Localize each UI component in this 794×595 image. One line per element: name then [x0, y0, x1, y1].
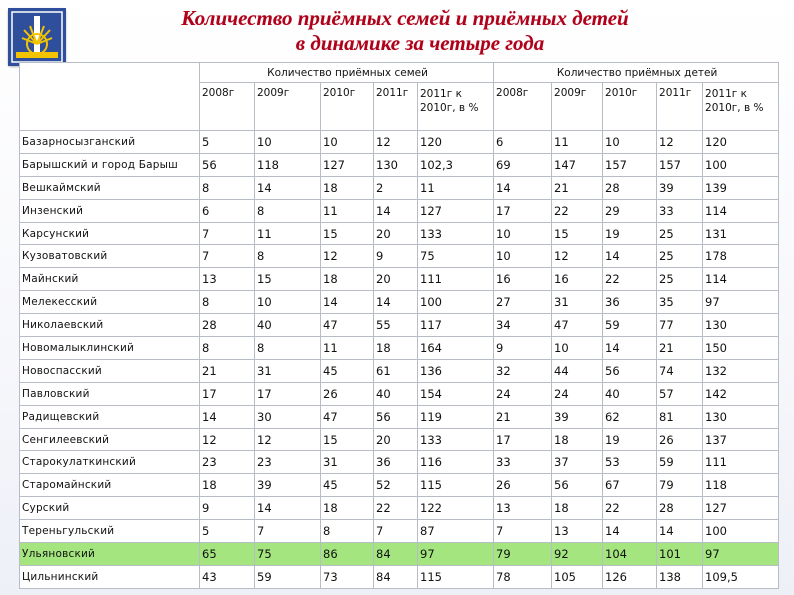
value-cell: 15: [321, 428, 374, 451]
value-cell: 12: [374, 131, 418, 154]
table-row: [20, 314, 779, 337]
value-cell: 114: [703, 268, 779, 291]
value-cell: 32: [494, 359, 552, 382]
table-row: [20, 268, 779, 291]
value-cell: 137: [703, 428, 779, 451]
value-cell: 69: [494, 153, 552, 176]
col-header: 2010г: [603, 83, 657, 131]
value-cell: 11: [418, 176, 494, 199]
value-cell: 78: [494, 565, 552, 588]
value-cell: 77: [657, 314, 703, 337]
col-header: 2009г: [552, 83, 603, 131]
value-cell: 61: [374, 359, 418, 382]
value-cell: 55: [374, 314, 418, 337]
value-cell: 102,3: [418, 153, 494, 176]
group-header-row: [20, 63, 779, 83]
value-cell: 14: [494, 176, 552, 199]
value-cell: 23: [200, 451, 255, 474]
value-cell: 45: [321, 474, 374, 497]
value-cell: 86: [321, 543, 374, 566]
value-cell: 150: [703, 337, 779, 360]
col-header: 2010г: [321, 83, 374, 131]
value-cell: 24: [552, 382, 603, 405]
value-cell: 47: [321, 405, 374, 428]
value-cell: 16: [494, 268, 552, 291]
table-row: [20, 359, 779, 382]
value-cell: 164: [418, 337, 494, 360]
value-cell: 105: [552, 565, 603, 588]
district-name-cell: Новоспасский: [20, 359, 200, 382]
value-cell: 15: [255, 268, 321, 291]
value-cell: 39: [552, 405, 603, 428]
statistics-table-container: [19, 62, 778, 589]
value-cell: 6: [200, 199, 255, 222]
table-row: [20, 222, 779, 245]
value-cell: 87: [418, 520, 494, 543]
district-name-cell: Тереньгульский: [20, 520, 200, 543]
value-cell: 15: [552, 222, 603, 245]
value-cell: 13: [552, 520, 603, 543]
value-cell: 74: [657, 359, 703, 382]
coat-of-arms-emblem: [8, 8, 66, 66]
value-cell: 27: [494, 291, 552, 314]
page-title: [80, 6, 730, 56]
value-cell: 10: [552, 337, 603, 360]
value-cell: 157: [657, 153, 703, 176]
col-header: 2009г: [255, 83, 321, 131]
value-cell: 33: [657, 199, 703, 222]
value-cell: 45: [321, 359, 374, 382]
value-cell: 25: [657, 268, 703, 291]
value-cell: 109,5: [703, 565, 779, 588]
value-cell: 40: [603, 382, 657, 405]
table-row: [20, 245, 779, 268]
value-cell: 22: [603, 268, 657, 291]
value-cell: 8: [255, 245, 321, 268]
value-cell: 14: [374, 199, 418, 222]
value-cell: 14: [657, 520, 703, 543]
value-cell: 39: [657, 176, 703, 199]
value-cell: 81: [657, 405, 703, 428]
value-cell: 44: [552, 359, 603, 382]
value-cell: 10: [321, 131, 374, 154]
district-name-cell: Николаевский: [20, 314, 200, 337]
value-cell: 75: [255, 543, 321, 566]
value-cell: 26: [657, 428, 703, 451]
value-cell: 62: [603, 405, 657, 428]
value-cell: 133: [418, 428, 494, 451]
value-cell: 178: [703, 245, 779, 268]
value-cell: 154: [418, 382, 494, 405]
value-cell: 133: [418, 222, 494, 245]
value-cell: 127: [703, 497, 779, 520]
value-cell: 26: [321, 382, 374, 405]
value-cell: 16: [552, 268, 603, 291]
value-cell: 100: [703, 520, 779, 543]
value-cell: 118: [703, 474, 779, 497]
value-cell: 65: [200, 543, 255, 566]
value-cell: 14: [200, 405, 255, 428]
value-cell: 56: [603, 359, 657, 382]
table-row: [20, 428, 779, 451]
value-cell: 136: [418, 359, 494, 382]
district-name-cell: Карсунский: [20, 222, 200, 245]
value-cell: 17: [255, 382, 321, 405]
table-row: [20, 543, 779, 566]
value-cell: 119: [418, 405, 494, 428]
value-cell: 120: [703, 131, 779, 154]
value-cell: 28: [657, 497, 703, 520]
value-cell: 31: [255, 359, 321, 382]
value-cell: 18: [321, 176, 374, 199]
district-name-cell: Вешкаймский: [20, 176, 200, 199]
value-cell: 22: [374, 497, 418, 520]
value-cell: 56: [200, 153, 255, 176]
district-name-cell: Старокулаткинский: [20, 451, 200, 474]
value-cell: 14: [603, 520, 657, 543]
value-cell: 13: [494, 497, 552, 520]
value-cell: 14: [603, 337, 657, 360]
families-group-header: Количество приёмных семей: [200, 63, 494, 83]
value-cell: 33: [494, 451, 552, 474]
value-cell: 97: [703, 543, 779, 566]
district-name-cell: Базарносызганский: [20, 131, 200, 154]
value-cell: 97: [703, 291, 779, 314]
value-cell: 19: [603, 222, 657, 245]
value-cell: 52: [374, 474, 418, 497]
value-cell: 157: [603, 153, 657, 176]
value-cell: 7: [374, 520, 418, 543]
value-cell: 26: [494, 474, 552, 497]
value-cell: 25: [657, 222, 703, 245]
value-cell: 36: [603, 291, 657, 314]
value-cell: 127: [321, 153, 374, 176]
value-cell: 9: [494, 337, 552, 360]
value-cell: 10: [603, 131, 657, 154]
value-cell: 9: [200, 497, 255, 520]
value-cell: 53: [603, 451, 657, 474]
value-cell: 31: [552, 291, 603, 314]
district-name-cell: Сенгилеевский: [20, 428, 200, 451]
value-cell: 14: [255, 176, 321, 199]
value-cell: 114: [703, 199, 779, 222]
value-cell: 18: [552, 497, 603, 520]
value-cell: 10: [255, 291, 321, 314]
value-cell: 126: [603, 565, 657, 588]
value-cell: 117: [418, 314, 494, 337]
value-cell: 5: [200, 131, 255, 154]
value-cell: 127: [418, 199, 494, 222]
value-cell: 130: [374, 153, 418, 176]
value-cell: 104: [603, 543, 657, 566]
value-cell: 92: [552, 543, 603, 566]
value-cell: 10: [494, 222, 552, 245]
value-cell: 75: [418, 245, 494, 268]
value-cell: 116: [418, 451, 494, 474]
title-line-1: Количество приёмных семей и приёмных детей: [181, 6, 629, 30]
value-cell: 147: [552, 153, 603, 176]
value-cell: 79: [657, 474, 703, 497]
value-cell: 43: [200, 565, 255, 588]
value-cell: 29: [603, 199, 657, 222]
value-cell: 15: [321, 222, 374, 245]
table-row: [20, 176, 779, 199]
col-header: 2008г: [494, 83, 552, 131]
district-name-cell: Ульяновский: [20, 543, 200, 566]
value-cell: 22: [552, 199, 603, 222]
value-cell: 28: [200, 314, 255, 337]
table-row: [20, 131, 779, 154]
value-cell: 12: [321, 245, 374, 268]
value-cell: 115: [418, 565, 494, 588]
value-cell: 11: [255, 222, 321, 245]
district-name-cell: Старомайнский: [20, 474, 200, 497]
value-cell: 59: [255, 565, 321, 588]
value-cell: 25: [657, 245, 703, 268]
value-cell: 84: [374, 543, 418, 566]
value-cell: 130: [703, 405, 779, 428]
value-cell: 40: [374, 382, 418, 405]
value-cell: 100: [418, 291, 494, 314]
district-name-cell: Цильнинский: [20, 565, 200, 588]
value-cell: 47: [552, 314, 603, 337]
value-cell: 17: [494, 199, 552, 222]
col-header: 2011г к 2010г, в %: [703, 83, 779, 131]
value-cell: 36: [374, 451, 418, 474]
value-cell: 130: [703, 314, 779, 337]
value-cell: 12: [657, 131, 703, 154]
district-name-cell: Павловский: [20, 382, 200, 405]
value-cell: 115: [418, 474, 494, 497]
value-cell: 8: [255, 337, 321, 360]
value-cell: 19: [603, 428, 657, 451]
value-cell: 39: [255, 474, 321, 497]
value-cell: 40: [255, 314, 321, 337]
value-cell: 7: [255, 520, 321, 543]
value-cell: 28: [603, 176, 657, 199]
value-cell: 31: [321, 451, 374, 474]
value-cell: 5: [200, 520, 255, 543]
value-cell: 21: [200, 359, 255, 382]
value-cell: 23: [255, 451, 321, 474]
district-name-cell: Инзенский: [20, 199, 200, 222]
table-row: [20, 153, 779, 176]
value-cell: 57: [657, 382, 703, 405]
value-cell: 10: [494, 245, 552, 268]
value-cell: 97: [418, 543, 494, 566]
district-name-cell: Радищевский: [20, 405, 200, 428]
value-cell: 37: [552, 451, 603, 474]
table-row: [20, 382, 779, 405]
value-cell: 7: [494, 520, 552, 543]
value-cell: 100: [703, 153, 779, 176]
value-cell: 111: [703, 451, 779, 474]
value-cell: 18: [200, 474, 255, 497]
col-header: 2011г к 2010г, в %: [418, 83, 494, 131]
value-cell: 73: [321, 565, 374, 588]
value-cell: 59: [603, 314, 657, 337]
table-row: [20, 337, 779, 360]
col-header: 2011г: [374, 83, 418, 131]
value-cell: 7: [200, 245, 255, 268]
value-cell: 24: [494, 382, 552, 405]
value-cell: 56: [374, 405, 418, 428]
foster-families-table: [19, 62, 779, 589]
district-name-cell: Сурский: [20, 497, 200, 520]
value-cell: 18: [321, 268, 374, 291]
value-cell: 84: [374, 565, 418, 588]
value-cell: 8: [255, 199, 321, 222]
value-cell: 7: [200, 222, 255, 245]
value-cell: 14: [374, 291, 418, 314]
value-cell: 8: [200, 291, 255, 314]
value-cell: 18: [374, 337, 418, 360]
table-row: [20, 405, 779, 428]
value-cell: 12: [200, 428, 255, 451]
district-name-cell: Майнский: [20, 268, 200, 291]
value-cell: 34: [494, 314, 552, 337]
district-name-cell: Мелекесский: [20, 291, 200, 314]
value-cell: 22: [603, 497, 657, 520]
value-cell: 139: [703, 176, 779, 199]
value-cell: 59: [657, 451, 703, 474]
children-group-header: Количество приёмных детей: [494, 63, 779, 83]
value-cell: 18: [321, 497, 374, 520]
value-cell: 6: [494, 131, 552, 154]
value-cell: 9: [374, 245, 418, 268]
value-cell: 8: [321, 520, 374, 543]
value-cell: 20: [374, 268, 418, 291]
value-cell: 47: [321, 314, 374, 337]
title-line-2: в динамике за четыре года: [295, 31, 545, 55]
value-cell: 20: [374, 428, 418, 451]
value-cell: 122: [418, 497, 494, 520]
value-cell: 67: [603, 474, 657, 497]
value-cell: 11: [552, 131, 603, 154]
value-cell: 21: [657, 337, 703, 360]
value-cell: 18: [552, 428, 603, 451]
value-cell: 2: [374, 176, 418, 199]
value-cell: 131: [703, 222, 779, 245]
table-row: [20, 520, 779, 543]
col-header: 2008г: [200, 83, 255, 131]
value-cell: 8: [200, 176, 255, 199]
value-cell: 56: [552, 474, 603, 497]
value-cell: 10: [255, 131, 321, 154]
value-cell: 13: [200, 268, 255, 291]
district-name-cell: Новомалыклинский: [20, 337, 200, 360]
value-cell: 138: [657, 565, 703, 588]
value-cell: 111: [418, 268, 494, 291]
value-cell: 14: [255, 497, 321, 520]
value-cell: 101: [657, 543, 703, 566]
value-cell: 12: [552, 245, 603, 268]
value-cell: 132: [703, 359, 779, 382]
table-row: [20, 497, 779, 520]
value-cell: 8: [200, 337, 255, 360]
value-cell: 21: [552, 176, 603, 199]
value-cell: 11: [321, 199, 374, 222]
value-cell: 21: [494, 405, 552, 428]
value-cell: 17: [494, 428, 552, 451]
district-name-cell: Барышский и город Барыш: [20, 153, 200, 176]
value-cell: 35: [657, 291, 703, 314]
table-body: [20, 131, 779, 589]
value-cell: 30: [255, 405, 321, 428]
value-cell: 142: [703, 382, 779, 405]
district-column-header: [20, 63, 200, 131]
value-cell: 14: [321, 291, 374, 314]
value-cell: 118: [255, 153, 321, 176]
col-header: 2011г: [657, 83, 703, 131]
value-cell: 120: [418, 131, 494, 154]
table-row: [20, 565, 779, 588]
value-cell: 20: [374, 222, 418, 245]
table-row: [20, 451, 779, 474]
district-name-cell: Кузоватовский: [20, 245, 200, 268]
value-cell: 11: [321, 337, 374, 360]
table-row: [20, 474, 779, 497]
value-cell: 12: [255, 428, 321, 451]
table-row: [20, 199, 779, 222]
value-cell: 14: [603, 245, 657, 268]
value-cell: 79: [494, 543, 552, 566]
value-cell: 17: [200, 382, 255, 405]
table-row: [20, 291, 779, 314]
